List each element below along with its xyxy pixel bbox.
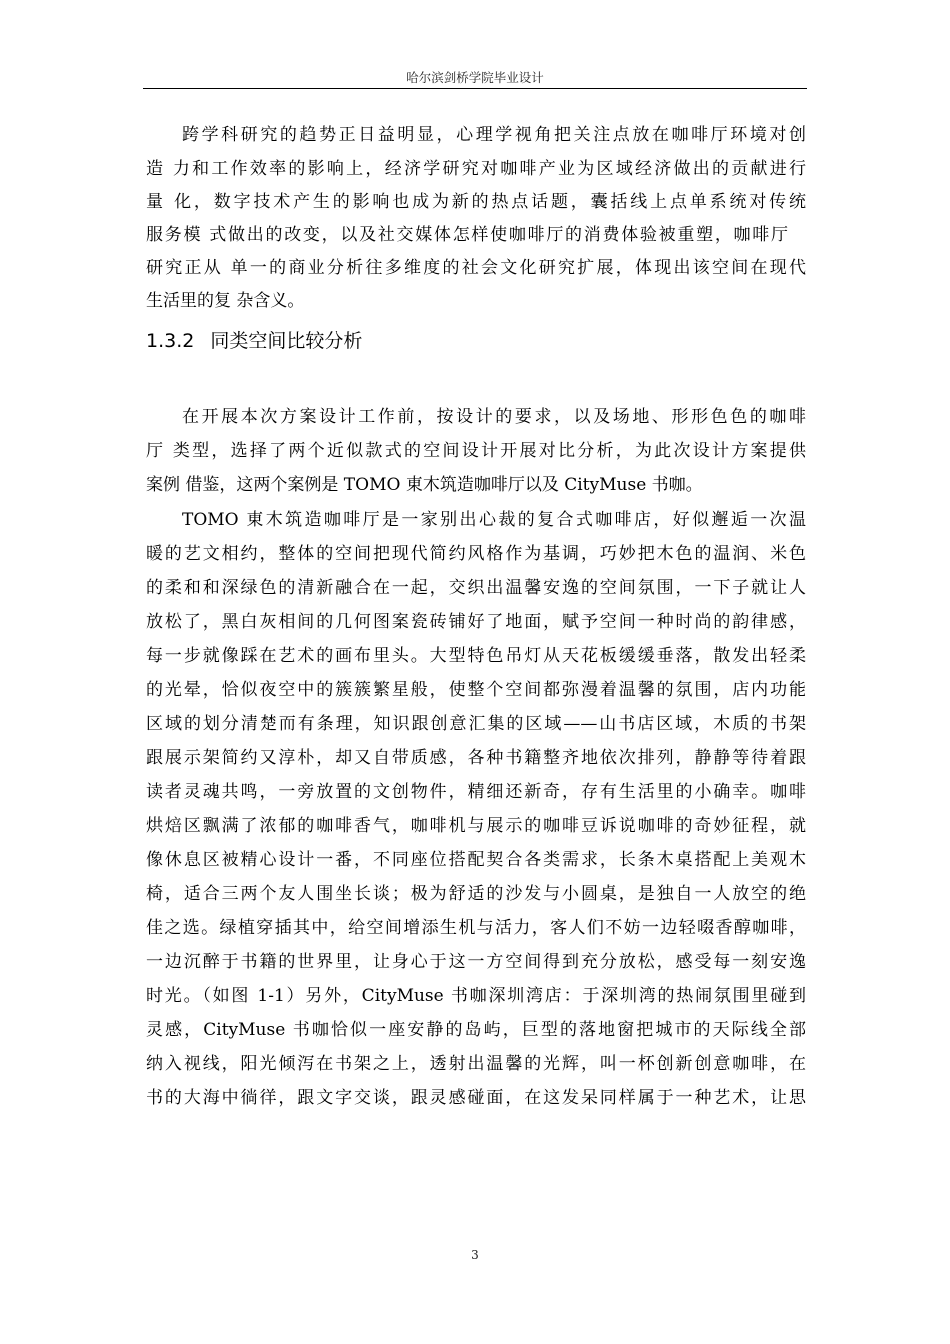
section-heading bbox=[146, 326, 362, 353]
section-number: 1.3.2 bbox=[146, 330, 195, 352]
paragraph-3-line: TOMO 東木筑造咖啡厅是一家别出心裁的复合式咖啡店，好似邂逅一次温 bbox=[182, 510, 806, 530]
paragraph-1-line: 跨学科研究的趋势正日益明显，心理学视角把关注点放在咖啡厅环境对创 bbox=[182, 125, 806, 145]
paragraph-3-line: 读者灵魂共鸣，一旁放置的文创物件，精细还新奇，存有生活里的小确幸。咖啡 bbox=[146, 782, 806, 802]
paragraph-3-line: 纳入视线，阳光倾泻在书架之上，透射出温馨的光辉，叫一杯创新创意咖啡，在 bbox=[146, 1054, 806, 1074]
paragraph-3-line: 灵感，CityMuse 书咖恰似一座安静的岛屿，巨型的落地窗把城市的天际线全部 bbox=[146, 1020, 806, 1040]
paragraph-3-line: 书的大海中徜徉，跟文字交谈，跟灵感碰面，在这发呆同样属于一种艺术，让思 bbox=[146, 1088, 806, 1108]
paragraph-3-line: 区域的划分清楚而有条理，知识跟创意汇集的区域——山书店区域，木质的书架 bbox=[146, 714, 806, 734]
paragraph-1-line: 生活里的复 杂含义。 bbox=[146, 291, 305, 311]
paragraph-3-line: 跟展示架简约又淳朴，却又自带质感，各种书籍整齐地依次排列，静静等待着跟 bbox=[146, 748, 806, 768]
paragraph-2-line: 案例 借鉴，这两个案例是 TOMO 東木筑造咖啡厅以及 CityMuse 书咖。 bbox=[146, 475, 703, 495]
paragraph-3-line: 一边沉醉于书籍的世界里，让身心于这一方空间得到充分放松，感受每一刻安逸 bbox=[146, 952, 806, 972]
paragraph-3-line: 的光晕，恰似夜空中的簇簇繁星般，使整个空间都弥漫着温馨的氛围，店内功能 bbox=[146, 680, 806, 700]
header-divider bbox=[143, 88, 807, 89]
paragraph-3-line: 的柔和和深绿色的清新融合在一起，交织出温馨安逸的空间氛围，一下子就让人 bbox=[146, 578, 806, 598]
paragraph-1-line: 造 力和工作效率的影响上，经济学研究对咖啡产业为区域经济做出的贡献进行 bbox=[146, 159, 806, 179]
page-number: 3 bbox=[471, 1248, 479, 1262]
page-header: 哈尔滨剑桥学院毕业设计 bbox=[406, 70, 544, 85]
paragraph-3-line: 像休息区被精心设计一番，不同座位搭配契合各类需求，长条木桌搭配上美观木 bbox=[146, 850, 806, 870]
paragraph-2-line: 在开展本次方案设计工作前，按设计的要求，以及场地、形形色色的咖啡 bbox=[182, 407, 806, 427]
paragraph-3-line: 放松了，黑白灰相间的几何图案瓷砖铺好了地面，赋予空间一种时尚的韵律感， bbox=[146, 612, 806, 632]
section-title: 同类空间比较分析 bbox=[210, 330, 363, 352]
paragraph-1-line: 研究正从 单一的商业分析往多维度的社会文化研究扩展，体现出该空间在现代 bbox=[146, 258, 806, 278]
paragraph-1-line: 量 化，数字技术产生的影响也成为新的热点话题，囊括线上点单系统对传统 bbox=[146, 192, 806, 212]
paragraph-3-line: 佳之选。绿植穿插其中，给空间增添生机与活力，客人们不妨一边轻啜香醇咖啡， bbox=[146, 918, 806, 938]
paragraph-3-line: 时光。（如图 1-1）另外，CityMuse 书咖深圳湾店：于深圳湾的热闹氛围里碰到 bbox=[146, 986, 806, 1006]
paragraph-2-line: 厅 类型，选择了两个近似款式的空间设计开展对比分析，为此次设计方案提供 bbox=[146, 441, 806, 461]
paragraph-3-line: 烘焙区飘满了浓郁的咖啡香气，咖啡机与展示的咖啡豆诉说咖啡的奇妙征程，就 bbox=[146, 816, 806, 836]
paragraph-3-line: 每一步就像踩在艺术的画布里头。大型特色吊灯从天花板缓缓垂落，散发出轻柔 bbox=[146, 646, 806, 666]
paragraph-3-line: 暖的艺文相约，整体的空间把现代简约风格作为基调，巧妙把木色的温润、米色 bbox=[146, 544, 806, 564]
paragraph-3-line: 椅，适合三两个友人围坐长谈；极为舒适的沙发与小圆桌，是独自一人放空的绝 bbox=[146, 884, 806, 904]
paragraph-1-line: 服务模 式做出的改变，以及社交媒体怎样使咖啡厅的消费体验被重塑，咖啡厅 bbox=[146, 225, 788, 245]
